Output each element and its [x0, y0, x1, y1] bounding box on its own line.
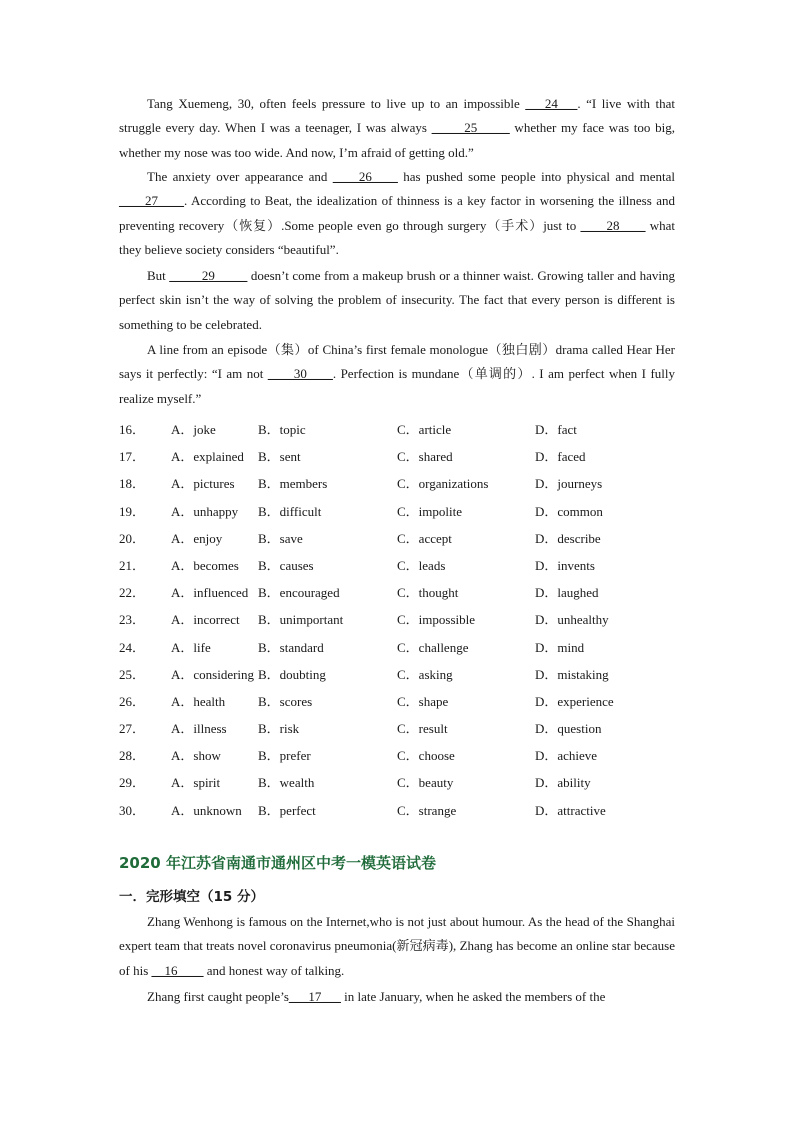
text-run: has pushed some people into physical and mental — [397, 169, 675, 184]
text-run: doesn’t come from a makeup brush or a thinner waist. Growing taller and having perfect skin isn’t the way of solving the problem of insecurity. The fact that every person is different is something to be celebrated. — [119, 268, 675, 332]
text-run: A line from an episode（集）of China’s first female monologue（独白剧）drama called Hear Her says it perfectly: “I am not — [119, 342, 675, 382]
option-c: C．result — [397, 721, 448, 737]
question-row — [119, 769, 679, 796]
option-d: D．unhealthy — [535, 612, 609, 628]
option-c: C．choose — [397, 748, 455, 764]
option-b: B．standard — [258, 639, 324, 655]
question-number: 27． — [119, 721, 146, 737]
option-a: A．enjoy — [171, 530, 223, 546]
option-d: D．attractive — [535, 802, 606, 818]
question-row — [119, 634, 679, 661]
question-number: 18． — [119, 476, 146, 492]
option-d: D．mistaking — [535, 666, 609, 682]
option-d: D．achieve — [535, 748, 598, 764]
option-b: B．difficult — [258, 503, 322, 519]
option-d: D．mind — [535, 639, 585, 655]
question-row — [119, 579, 679, 606]
blank-27: ____27____ — [119, 193, 184, 209]
question-number: 28． — [119, 748, 146, 764]
option-c: C．organizations — [397, 476, 489, 492]
question-row — [119, 443, 679, 470]
question-number: 30． — [119, 802, 146, 818]
option-c: C．asking — [397, 666, 453, 682]
text-run: in late January, when he asked the members of the — [340, 989, 606, 1004]
question-number: 20． — [119, 530, 146, 546]
text-run: The anxiety over appearance and — [147, 169, 333, 184]
option-b: B．topic — [258, 422, 306, 437]
option-a: A．pictures — [171, 476, 235, 492]
option-b: B．perfect — [258, 802, 316, 818]
question-number: 19． — [119, 503, 146, 519]
question-row — [119, 606, 679, 633]
passage2-paragraph-2 — [119, 985, 675, 1009]
option-c: C．thought — [397, 585, 459, 601]
question-number: 24． — [119, 639, 146, 655]
option-c: C．impossible — [397, 612, 476, 628]
option-d: D．experience — [535, 693, 614, 709]
text-run: Zhang first caught people’s — [147, 989, 289, 1004]
option-a: A．spirit — [171, 775, 221, 791]
option-b: B．save — [258, 530, 303, 546]
blank-24: ___24___ — [525, 96, 578, 111]
question-row — [119, 688, 679, 715]
option-d: D．fact — [535, 422, 577, 437]
option-b: B．doubting — [258, 666, 326, 682]
option-c: C．strange — [397, 802, 457, 818]
option-b: B．wealth — [258, 775, 315, 791]
option-d: D．faced — [535, 449, 586, 465]
passage1-paragraph-3 — [119, 264, 675, 337]
option-a: A．unhappy — [171, 503, 239, 519]
blank-28: ____28____ — [580, 217, 646, 233]
question-row — [119, 715, 679, 742]
option-d: D．describe — [535, 530, 601, 546]
blank-17: ___17___ — [288, 989, 341, 1004]
passage1-paragraph-4 — [119, 338, 675, 411]
option-a: A．incorrect — [171, 612, 240, 628]
option-a: A．explained — [171, 449, 244, 465]
question-number: 22． — [119, 585, 146, 601]
option-b: B．members — [258, 476, 328, 492]
question-number: 25． — [119, 666, 146, 682]
option-c: C．article — [397, 422, 452, 437]
text-run: Zhang Wenhong is famous on the Internet,who is not just about humour. As the head of the Shanghai expert team that treats novel coronavirus pneumonia(新冠病毒), Zhang has become an online star because of his — [119, 914, 675, 978]
text-run: But — [147, 268, 170, 283]
option-c: C．leads — [397, 557, 446, 573]
option-a: A．becomes — [171, 557, 239, 573]
exam-section-title: 2020 年江苏省南通市通州区中考一模英语试卷 — [119, 854, 436, 872]
option-b: B．prefer — [258, 748, 311, 764]
option-c: C．challenge — [397, 639, 469, 655]
option-c: C．shape — [397, 693, 449, 709]
text-run: and honest way of talking. — [203, 962, 345, 978]
option-b: B．sent — [258, 449, 301, 465]
question-row — [119, 797, 679, 824]
text-run: . According to Beat, the idealization of thinness is a key factor in worsening the illness and preventing recovery（恢复）.Some people even go through surgery（手术）just to — [119, 193, 675, 233]
option-a: A．health — [171, 693, 226, 709]
question-row — [119, 525, 679, 552]
question-row — [119, 552, 679, 579]
text-run: Tang Xuemeng, 30, often feels pressure to live up to an impossible — [147, 96, 526, 111]
option-a: A．life — [171, 639, 211, 655]
option-d: D．ability — [535, 775, 591, 791]
option-c: C．impolite — [397, 503, 463, 519]
text-run: what they believe society considers “beautiful”. — [119, 217, 675, 258]
question-number: 29． — [119, 775, 146, 791]
option-b: B．causes — [258, 557, 314, 573]
question-number: 21． — [119, 557, 146, 573]
cloze-part-heading: 一．完形填空（15 分） — [119, 889, 264, 905]
blank-29: _____29_____ — [169, 268, 248, 283]
option-c: C．shared — [397, 449, 453, 465]
passage1-paragraph-2 — [119, 165, 675, 263]
question-row — [119, 742, 679, 769]
option-a: A．joke — [171, 422, 216, 437]
option-a: A．illness — [171, 721, 227, 737]
option-d: D．common — [535, 503, 603, 519]
question-number: 26． — [119, 693, 146, 709]
passage1-paragraph-1 — [119, 92, 675, 165]
option-d: D．journeys — [535, 476, 603, 492]
option-d: D．laughed — [535, 585, 599, 601]
option-c: C．accept — [397, 530, 452, 546]
option-a: A．unknown — [171, 802, 242, 818]
option-a: A．show — [171, 748, 221, 764]
question-number: 23． — [119, 612, 146, 628]
question-row — [119, 416, 679, 443]
question-row — [119, 661, 679, 688]
option-d: D．invents — [535, 557, 595, 573]
passage2-paragraph-1 — [119, 910, 675, 983]
question-row — [119, 498, 679, 525]
text-run: . “I live with that struggle every day. When I was a teenager, I was always — [119, 96, 675, 136]
text-run: whether my face was too big, whether my nose was too wide. And now, I’m afraid of getting old.” — [119, 120, 675, 160]
option-a: A．considering — [171, 666, 255, 682]
option-a: A．influenced — [171, 585, 249, 601]
option-c: C．beauty — [397, 775, 454, 791]
option-b: B．unimportant — [258, 612, 344, 628]
blank-16: __16____ — [151, 962, 204, 978]
question-number: 16． — [119, 422, 146, 437]
blank-25: _____25_____ — [431, 120, 510, 136]
question-row — [119, 470, 679, 497]
option-d: D．question — [535, 721, 602, 737]
option-b: B．risk — [258, 721, 300, 737]
option-b: B．scores — [258, 693, 313, 709]
option-b: B．encouraged — [258, 585, 340, 601]
blank-26: ____26____ — [332, 169, 398, 184]
text-run: . Perfection is mundane（单调的）. I am perfect when I fully realize myself.” — [119, 366, 675, 406]
blank-30: ____30____ — [267, 366, 333, 382]
answer-options-list — [119, 416, 679, 824]
question-number: 17． — [119, 449, 146, 465]
